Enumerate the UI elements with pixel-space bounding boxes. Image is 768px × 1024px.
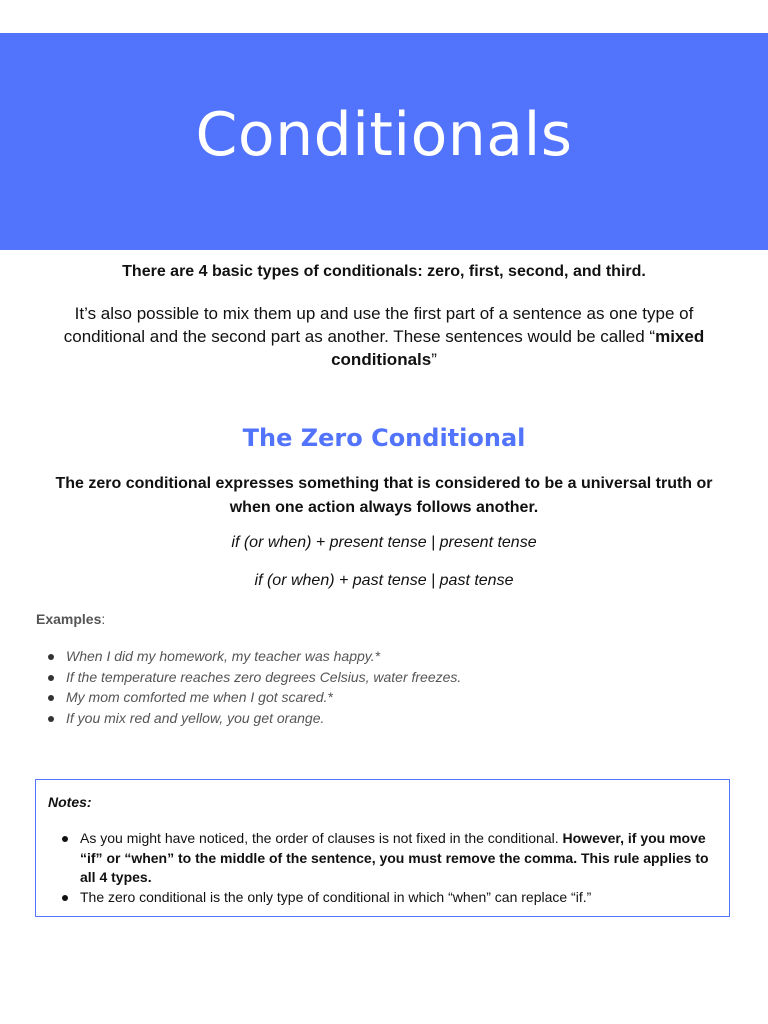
intro-paragraph [36,302,732,371]
section-title-zero-conditional: The Zero Conditional [242,424,526,452]
examples-label-colon: : [101,611,106,627]
example-item: When I did my homework, my teacher was happy.* [36,646,461,667]
notes-list [48,829,720,907]
note-item [48,888,720,908]
examples-label [36,611,105,627]
intro-text-start: It’s also possible to mix them up and use the first part of a sentence as one type of conditional and the second part as another. These sentences would be called “ [63,304,694,346]
title-banner [0,33,768,250]
note-text: The zero conditional is the only type of conditional in which “when” can replace “if.” [80,888,592,905]
zero-conditional-description: The zero conditional expresses something that is considered to be a universal truth or when one action always follows another. [55,475,713,516]
intro-summary: There are 4 basic types of conditionals: zero, first, second, and third. [122,263,646,280]
formula-past: if (or when) + past tense | past tense [254,572,514,589]
example-item: If the temperature reaches zero degrees Celsius, water freezes. [36,667,461,688]
note-emphasis: However, if you move “if” or “when” to the middle of the sentence, you must remove the comma. This rule applies to all 4 types. [80,830,709,885]
formula-present: if (or when) + present tense | present tense [231,534,537,551]
notes-box [35,779,730,917]
example-item: My mom comforted me when I got scared.* [36,687,461,708]
examples-label-text: Examples [36,611,102,627]
page-title: Conditionals [195,99,573,170]
example-item: If you mix red and yellow, you get orange. [36,708,461,729]
notes-title: Notes: [48,794,92,810]
note-item [48,829,720,888]
mixed-conditionals-term: mixed conditionals [331,327,705,369]
intro-text-end: ” [431,350,437,369]
examples-list [36,646,461,728]
note-text: As you might have noticed, the order of clauses is not fixed in the conditional. [80,830,563,846]
